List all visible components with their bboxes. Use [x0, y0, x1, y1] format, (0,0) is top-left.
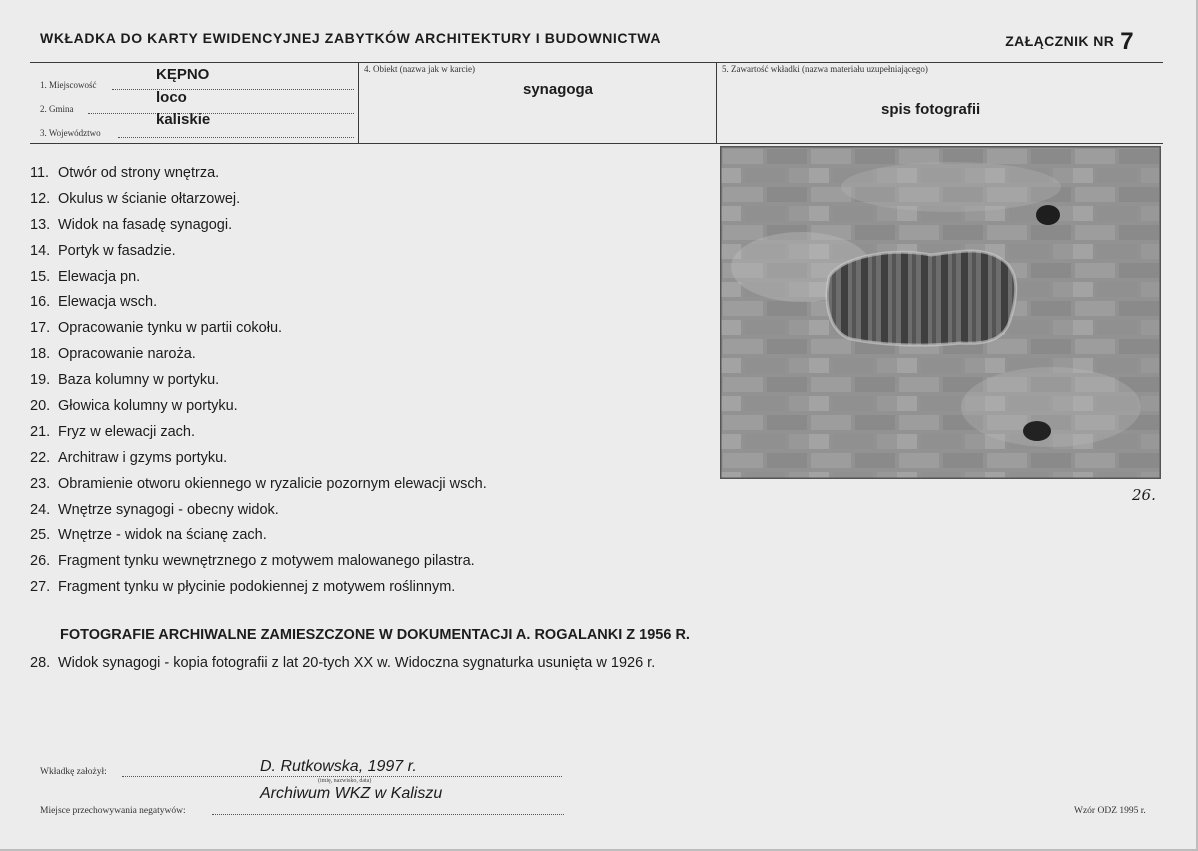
item-text: Fragment tynku wewnętrznego z motywem malowanego pilastra.	[58, 553, 475, 570]
item-number: 27.	[30, 579, 51, 596]
item-number: 12.	[30, 190, 51, 207]
list-item	[30, 473, 487, 499]
list-item	[30, 652, 655, 674]
list-item	[30, 499, 487, 525]
item-number: 19.	[30, 372, 51, 389]
obiekt-label: 4. Obiekt (nazwa jak w karcie)	[364, 64, 475, 74]
item-text: Widok na fasadę synagogi.	[58, 216, 233, 233]
gmina-label: 2. Gmina	[40, 104, 74, 114]
form-code: Wzór ODZ 1995 r.	[1074, 806, 1146, 816]
form-title: WKŁADKA DO KARTY EWIDENCYJNEJ ZABYTKÓW ARCHITEKTURY I BUDOWNICTWA	[40, 30, 662, 46]
annex-label	[1005, 28, 1134, 56]
list-item	[30, 550, 487, 576]
item-number: 14.	[30, 242, 51, 259]
item-text: Obramienie otworu okiennego w ryzalicie pozornym elewacji wsch.	[58, 475, 487, 492]
brick-wall-image	[721, 147, 1160, 478]
gmina-line	[88, 113, 354, 114]
storage-value: Archiwum WKZ w Kaliszu	[260, 785, 443, 802]
zawartosc-value: spis fotografii	[881, 101, 981, 118]
archive-list	[30, 652, 655, 674]
item-text: Elewacja wsch.	[58, 294, 158, 311]
item-text: Portyk w fasadzie.	[58, 242, 176, 259]
list-item	[30, 240, 487, 266]
storage-line	[212, 814, 564, 815]
item-text: Otwór od strony wnętrza.	[58, 165, 220, 181]
item-number: 25.	[30, 527, 51, 544]
item-text: Architraw i gzyms portyku.	[58, 449, 228, 466]
item-number: 24.	[30, 501, 51, 518]
item-text: Opracowanie tynku w partii cokołu.	[58, 320, 283, 337]
wojewodztwo-value: kaliskie	[156, 111, 211, 128]
item-number: 23.	[30, 475, 51, 492]
item-number: 15.	[30, 268, 51, 285]
list-item	[30, 291, 487, 317]
archive-heading: FOTOGRAFIE ARCHIWALNE ZAMIESZCZONE W DOKUMENTACJI A. ROGALANKI Z 1956 R.	[60, 627, 690, 643]
photo-list	[30, 162, 487, 602]
header-top-rule	[30, 62, 1163, 63]
item-text: Głowica kolumny w portyku.	[58, 398, 238, 415]
item-number: 17.	[30, 320, 51, 337]
item-text: Baza kolumny w portyku.	[58, 372, 220, 389]
header-bottom-rule	[30, 143, 1163, 144]
list-item	[30, 162, 487, 188]
created-label: Wkładkę założył:	[40, 767, 107, 777]
item-number: 22.	[30, 449, 51, 466]
list-item	[30, 447, 487, 473]
item-text: Wnętrze - widok na ścianę zach.	[58, 527, 267, 544]
list-item	[30, 317, 487, 343]
list-item	[30, 576, 487, 602]
list-item	[30, 524, 487, 550]
storage-label: Miejsce przechowywania negatywów:	[40, 806, 186, 816]
item-text: Wnętrze synagogi - obecny widok.	[58, 501, 279, 518]
item-text: Okulus w ścianie ołtarzowej.	[58, 190, 241, 207]
item-text: Fragment tynku w płycinie podokiennej z motywem roślinnym.	[58, 579, 456, 596]
wall-photograph	[721, 147, 1160, 478]
annex-number: 7	[1120, 28, 1134, 55]
wojewodztwo-label: 3. Województwo	[40, 128, 101, 138]
item-text: Fryz w elewacji zach.	[58, 423, 195, 440]
header-divider-1	[358, 63, 359, 143]
list-item	[30, 188, 487, 214]
list-item	[30, 421, 487, 447]
item-number: 28.	[30, 655, 51, 671]
list-item	[30, 266, 487, 292]
miejscowosc-value: KĘPNO	[156, 66, 210, 83]
zawartosc-label: 5. Zawartość wkładki (nazwa materiału uzupełniającego)	[722, 64, 928, 74]
miejscowosc-line	[112, 89, 354, 90]
header-divider-2	[716, 63, 717, 143]
item-number: 26.	[30, 553, 51, 570]
item-text: Elewacja pn.	[58, 268, 141, 285]
list-item	[30, 343, 487, 369]
item-text: Widok synagogi - kopia fotografii z lat 20-tych XX w. Widoczna sygnaturka usunięta w 1926 r.	[58, 655, 656, 671]
item-number: 13.	[30, 216, 51, 233]
miejscowosc-label: 1. Miejscowość	[40, 80, 97, 90]
created-line	[122, 776, 562, 777]
list-item	[30, 214, 487, 240]
wojewodztwo-line	[118, 137, 354, 138]
gmina-value: loco	[156, 89, 187, 106]
list-item	[30, 395, 487, 421]
item-number: 20.	[30, 398, 51, 415]
item-number: 18.	[30, 346, 51, 363]
item-number: 16.	[30, 294, 51, 311]
created-caption: (imię, nazwisko, data)	[318, 778, 372, 784]
item-number: 21.	[30, 423, 51, 440]
item-text: Opracowanie naroża.	[58, 346, 196, 363]
created-value: D. Rutkowska, 1997 r.	[260, 758, 417, 775]
list-item	[30, 369, 487, 395]
photo-number: 26.	[1132, 486, 1156, 504]
annex-label-text: ZAŁĄCZNIK NR	[1005, 33, 1115, 49]
obiekt-value: synagoga	[523, 81, 594, 98]
item-number: 11.	[30, 165, 50, 181]
